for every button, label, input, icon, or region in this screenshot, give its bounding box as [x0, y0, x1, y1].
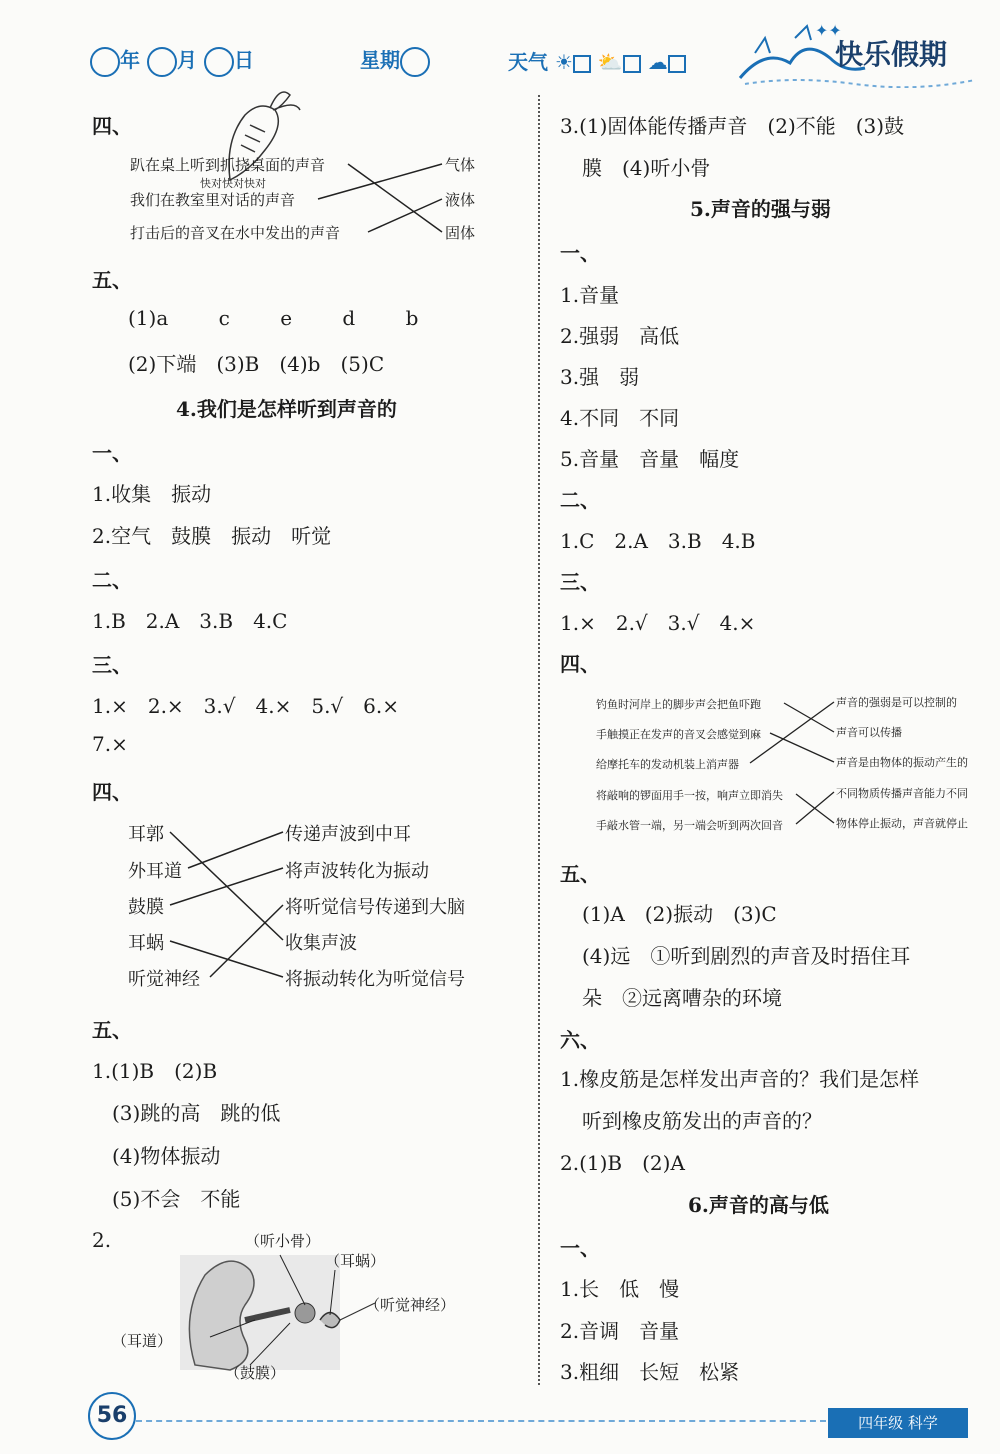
ossicles [295, 1303, 315, 1323]
answer-line: 2.(1)B (2)A [560, 1151, 685, 1175]
answer-item: c [218, 306, 230, 330]
match1-right-1: 气体 [445, 156, 476, 174]
match2-line-5 [210, 905, 283, 977]
answer-item: b [405, 306, 419, 330]
ear-label-eardrum: （鼓膜） [225, 1364, 286, 1382]
answer-line: 1.收集 振动 [92, 482, 212, 506]
answer-line: 5.音量 音量 幅度 [560, 447, 740, 471]
handwritten-note: 快对快对快对 [200, 177, 266, 190]
match3-right-3: 声音是由物体的振动产生的 [836, 756, 968, 769]
answer-line: 1.C 2.A 3.B 4.B [560, 529, 756, 553]
cloud-sun-icon: ⛅ [597, 50, 623, 74]
match2-left-5: 听觉神经 [128, 969, 200, 990]
section-label: 一、 [560, 241, 600, 265]
answer-line: 4.不同 不同 [560, 406, 680, 430]
match2-left-4: 耳蜗 [128, 933, 164, 954]
ear-label-cochlea: （耳蜗） [325, 1252, 386, 1270]
answer-line: 3.强 弱 [560, 365, 640, 389]
section-label: 三、 [560, 570, 600, 594]
weekday-label: 星期 [360, 48, 400, 72]
match2-line-4 [170, 941, 283, 977]
section-label: 一、 [560, 1236, 600, 1260]
section-label: 二、 [92, 568, 132, 592]
match3-left-1: 钓鱼时河岸上的脚步声会把鱼吓跑 [596, 698, 761, 711]
svg-text:✦✦: ✦✦ [815, 21, 842, 40]
match3-right-5: 物体停止振动，声音就停止 [836, 817, 968, 830]
match3-right-2: 声音可以传播 [836, 726, 902, 739]
answer-line: (3)跳的高 跳的低 [112, 1101, 281, 1125]
answer-line: 3.粗细 长短 松紧 [560, 1360, 740, 1384]
match2-right-5: 将振动转化为听觉信号 [285, 969, 465, 990]
grade-tag: 四年级 科学 [828, 1408, 968, 1438]
answer-line: 3.(1)固体能传播声音 (2)不能 (3)鼓 [560, 114, 905, 138]
match2-right-2: 将声波转化为振动 [285, 861, 429, 882]
answer-line: 听到橡皮筋发出的声音的？ [582, 1109, 822, 1133]
answer-line: 朵 ②远离嘈杂的环境 [582, 986, 782, 1010]
lesson-title: 6.声音的高与低 [688, 1193, 829, 1217]
answer-line: 2.音调 音量 [560, 1319, 680, 1343]
ear-label-ossicles: （听小骨） [245, 1232, 321, 1250]
answer-line: (1)A (2)振动 (3)C [582, 902, 777, 926]
match1-left-3: 打击后的音叉在水中发出的声音 [130, 224, 341, 242]
brand-title: 快乐假期 [835, 38, 948, 71]
cloud-icon: ☁ [647, 50, 668, 74]
answer-line: 1.× 2.√ 3.√ 4.× [560, 611, 756, 635]
answer-line: (5)不会 不能 [112, 1187, 241, 1211]
section-label: 一、 [92, 441, 132, 465]
month-label: 月 [176, 48, 197, 72]
answer-line: 1.(1)B (2)B [92, 1059, 218, 1083]
answer-line: (4)远 ①听到剧烈的声音及时捂住耳 [582, 944, 911, 968]
section-label: 三、 [92, 653, 132, 677]
section-label: 二、 [560, 488, 600, 512]
answer-line: 1.音量 [560, 283, 620, 307]
section-label: 五、 [92, 268, 132, 292]
match3-left-5: 手敲水管一端，另一端会听到两次回音 [596, 819, 783, 832]
answer-item: (1)a [128, 306, 169, 330]
answer-item: e [280, 306, 293, 330]
answer-line: (4)物体振动 [112, 1144, 221, 1168]
s5-line-2: (2)下端 (3)B (4)b (5)C [128, 352, 385, 376]
match1-right-2: 液体 [445, 191, 476, 209]
page-number: 56 [88, 1392, 136, 1440]
answer-line: 1.× 2.× 3.√ 4.× 5.√ 6.× [92, 694, 400, 718]
ear-label-nerve: （听觉神经） [365, 1296, 456, 1314]
lesson-title: 4.我们是怎样听到声音的 [176, 397, 397, 421]
answer-line: 1.B 2.A 3.B 4.C [92, 609, 288, 633]
answer-line: 2.空气 鼓膜 振动 听觉 [92, 524, 332, 548]
match3-line-2 [770, 733, 834, 762]
sun-icon: ☀ [554, 50, 573, 74]
match2-right-1: 传递声波到中耳 [285, 824, 411, 845]
answer-line: 2.强弱 高低 [560, 324, 680, 348]
match2-left-1: 耳郭 [128, 824, 164, 845]
lesson-title: 5.声音的强与弱 [690, 197, 831, 221]
year-label: 年 [120, 48, 140, 72]
day-label: 日 [233, 48, 254, 72]
match2-line-3 [170, 868, 283, 905]
match3-left-2: 手触摸正在发声的音叉会感觉到麻 [596, 728, 761, 741]
match1-left-1: 趴在桌上听到抓挠桌面的声音 [130, 156, 326, 174]
match2-left-3: 鼓膜 [128, 897, 164, 918]
section-label: 四、 [560, 652, 600, 676]
match3-left-3: 给摩托车的发动机装上消声器 [596, 758, 739, 771]
section-label: 五、 [560, 862, 600, 886]
match3-left-4: 将敲响的锣面用手一按，响声立即消失 [596, 789, 783, 802]
answer-line: 7.× [92, 732, 128, 756]
section-label: 六、 [560, 1028, 600, 1052]
match3-right-4: 不同物质传播声音能力不同 [836, 787, 968, 800]
match2-left-2: 外耳道 [128, 861, 182, 882]
match2-right-4: 收集声波 [285, 933, 357, 954]
match3-line-3 [750, 702, 834, 763]
footer-dashed-line [136, 1420, 826, 1422]
match1-left-2: 我们在教室里对话的声音 [130, 191, 296, 209]
section-label: 四、 [92, 780, 132, 804]
answer-line: 1.橡皮筋是怎样发出声音的？我们是怎样 [560, 1067, 920, 1091]
ear-label-canal: （耳道） [112, 1332, 173, 1350]
answer-item: d [342, 306, 356, 330]
weather-label: 天气 [508, 50, 548, 74]
answer-line: 1.长 低 慢 [560, 1277, 680, 1301]
section-label: 五、 [92, 1018, 132, 1042]
answer-line: 膜 (4)听小骨 [582, 156, 711, 180]
answer-line: 2. [92, 1228, 112, 1252]
match1-right-3: 固体 [445, 224, 476, 242]
match3-right-1: 声音的强弱是可以控制的 [836, 696, 957, 709]
section-label: 四、 [92, 114, 132, 138]
match2-right-3: 将听觉信号传递到大脑 [285, 897, 465, 918]
